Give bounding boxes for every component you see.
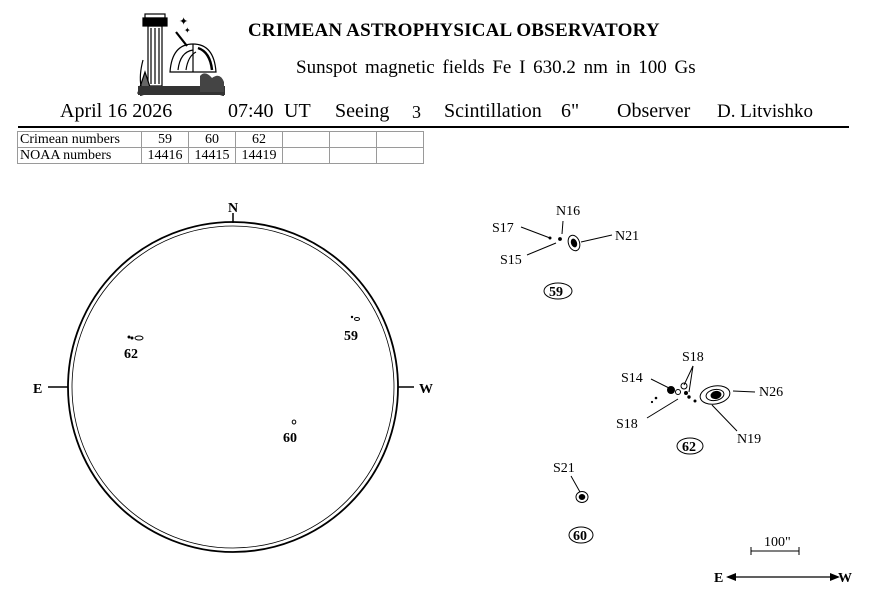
- crimean-number: 62: [236, 132, 283, 148]
- report-subtitle: Sunspot magnetic fields Fe I 630.2 nm in 100 Gs: [296, 57, 696, 78]
- disk-group-label: 60: [283, 431, 297, 446]
- disk-group-label: 62: [124, 347, 138, 362]
- disk-group-label: 59: [344, 329, 358, 344]
- detail-62-number: 62: [682, 440, 696, 455]
- crimean-number: 60: [189, 132, 236, 148]
- crimean-number: 59: [142, 132, 189, 148]
- detail-62-label: S14: [621, 371, 643, 386]
- scintillation-value: 6": [561, 100, 580, 122]
- detail-62-label: N19: [737, 432, 762, 447]
- detail-59-label: N21: [615, 229, 640, 244]
- disk-west-label: W: [419, 382, 433, 397]
- disk-north-label: N: [228, 201, 239, 216]
- seeing-label: Seeing: [335, 100, 390, 122]
- noaa-number: 14415: [189, 148, 236, 164]
- noaa-number: 14419: [236, 148, 283, 164]
- observation-time: 07:40: [228, 100, 274, 122]
- observatory-title: CRIMEAN ASTROPHYSICAL OBSERVATORY: [248, 20, 660, 41]
- svg-text:✦: ✦: [184, 26, 191, 35]
- detail-60-label: S21: [553, 461, 575, 476]
- detail-59-label: S17: [492, 221, 514, 236]
- observation-date: April 16 2026: [60, 100, 173, 122]
- orientation-arrow: [726, 573, 840, 581]
- svg-text:✦: ✦: [179, 16, 189, 28]
- detail-62-label: S18: [682, 350, 704, 365]
- observer-name: D. Litvishko: [717, 101, 814, 122]
- disk-group-62-marker: [128, 336, 143, 340]
- detail-62-label: N26: [759, 385, 784, 400]
- disk-group-60-marker: [292, 420, 296, 424]
- detail-59-number: 59: [549, 285, 563, 300]
- seeing-value: 3: [412, 102, 421, 122]
- scintillation-label: Scintillation: [444, 100, 542, 122]
- crimean-numbers-label: Crimean numbers: [18, 132, 142, 148]
- scale-bar-label: 100": [764, 535, 791, 550]
- detail-group-59: [492, 204, 639, 300]
- detail-group-60: [553, 461, 593, 544]
- solar-disk: [33, 201, 433, 552]
- observatory-logo-icon: [138, 14, 225, 95]
- detail-62-label: S18: [616, 417, 638, 432]
- disk-east-label: E: [33, 382, 43, 397]
- time-unit: UT: [284, 100, 311, 122]
- detail-group-62: [616, 350, 783, 455]
- detail-59-label: N16: [556, 204, 581, 219]
- detail-60-number: 60: [573, 529, 587, 544]
- orientation-west-label: W: [838, 571, 852, 586]
- disk-group-59-marker: [351, 316, 359, 320]
- detail-59-label: S15: [500, 253, 522, 268]
- noaa-number: 14416: [142, 148, 189, 164]
- observer-label: Observer: [617, 100, 691, 122]
- noaa-numbers-label: NOAA numbers: [18, 148, 142, 164]
- orientation-east-label: E: [714, 571, 724, 586]
